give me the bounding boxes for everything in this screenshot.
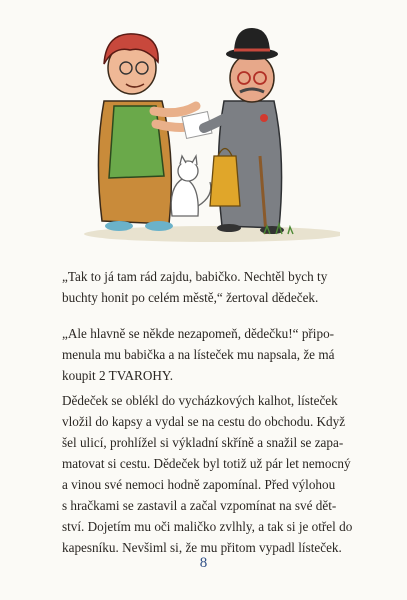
text-line: matovat si cestu. Dědeček byl totiž už pár let nemocný: [62, 456, 351, 471]
paragraph-1: [62, 266, 354, 308]
text-line: šel ulicí, prohlížel si výkladní skříně a snažil se zapa-: [62, 435, 344, 450]
paragraph-2: [62, 323, 354, 386]
illustration: [64, 6, 340, 246]
text-line: koupit 2 TVAROHY.: [62, 368, 174, 383]
text-line: buchty honit po celém městě,“ žertoval dědeček.: [62, 290, 319, 305]
text-line: Dědeček se oblékl do vycházkových kalhot, lísteček: [62, 393, 338, 408]
cat-figure: [171, 156, 211, 216]
text-line: kapesníku. Nevšiml si, že mu přitom vypadl lísteček.: [62, 540, 342, 555]
page-number: 8: [199, 555, 208, 571]
text-line: „Ale hlavně se někde nezapomeň, dědečku!“ připo-: [62, 326, 335, 341]
shopping-bag: [210, 156, 240, 206]
text-line: ství. Dojetím mu oči maličko zvlhly, a tak si je otřel do: [62, 519, 353, 534]
text-line: s hračkami se zastavil a začal vzpomínat na své dět-: [62, 498, 337, 513]
paragraph-3: [62, 390, 354, 558]
text-line: a vinou své nemoci hodně zapomínal. Před výlohou: [62, 477, 336, 492]
text-line: „Tak to já tam rád zajdu, babičko. Nechtěl bych ty: [62, 269, 328, 284]
text-line: vložil do kapsy a vydal se na cestu do obchodu. Když: [62, 414, 346, 429]
grandpa-figure: [204, 28, 284, 234]
text-line: menula mu babička a na lísteček mu napsala, že má: [62, 347, 335, 362]
